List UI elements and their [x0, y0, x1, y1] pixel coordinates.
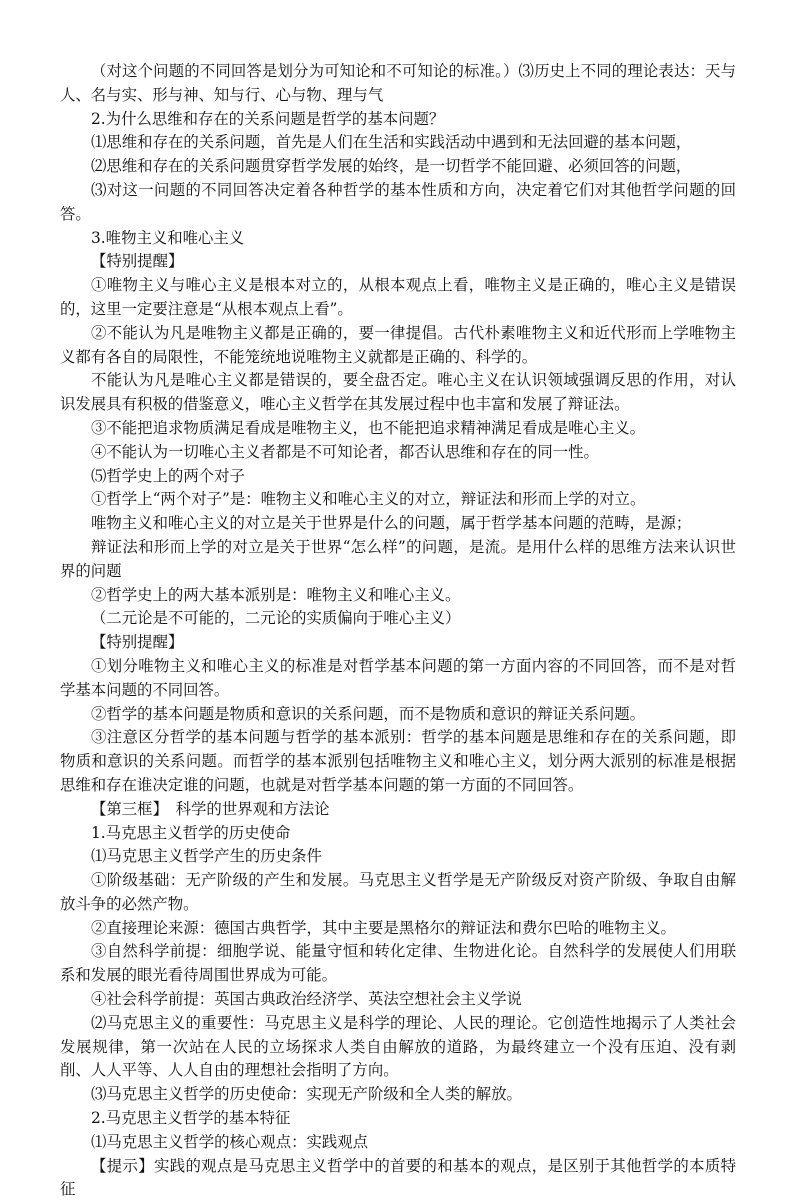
- paragraph-knowability-note: （对这个问题的不同回答是划分为可知论和不可知论的标准。）⑶历史上不同的理论表达：天与人、名与实、形与神、知与行、心与物、理与气: [60, 62, 736, 104]
- condition-natural-science: ③自然科学前提：细胞学说、能量守恒和转化定律、生物进化论。自然科学的发展使人们用联系和发展的眼光看待周围世界成为可能。: [60, 942, 736, 985]
- reminder-item-4: ④不能认为一切唯心主义者都是不可知论者，都否认思维和存在的同一性。: [91, 442, 599, 461]
- reminder2-item-2: ②哲学的基本问题是物质和意识的关系问题，而不是物质和意识的辩证关系问题。: [91, 704, 646, 723]
- heading-basic-features: 2.马克思主义哲学的基本特征: [91, 1109, 291, 1128]
- two-pairs-item-2: ②哲学史上的两大基本派别是：唯物主义和唯心主义。: [91, 585, 461, 604]
- reminder-item-2b: 不能认为凡是唯心主义都是错误的，要全盘否定。唯心主义在认识领域强调反思的作用，对认识发展具有积极的借鉴意义，唯心主义哲学在其发展过程中也丰富和发展了辩证法。: [60, 371, 736, 414]
- reminder2-item-1: ①划分唯物主义和唯心主义的标准是对哲学基本问题的第一方面内容的不同回答，而不是对哲学基本问题的不同回答。: [60, 656, 736, 699]
- condition-class-basis: ①阶级基础：无产阶级的产生和发展。马克思主义哲学是无产阶级反对资产阶级、争取自由解放斗争的必然产物。: [60, 871, 736, 913]
- two-pairs-item-1: ①哲学上“两个对子”是：唯物主义和唯心主义的对立，辩证法和形而上学的对立。: [91, 490, 646, 509]
- subheading-historical-conditions: ⑴马克思主义哲学产生的历史条件: [91, 847, 322, 866]
- heading-two-pairs: ⑸哲学史上的两个对子: [91, 466, 245, 485]
- condition-theory-source: ②直接理论来源：德国古典哲学，其中主要是黑格尔的辩证法和费尔巴哈的唯物主义。: [91, 918, 676, 937]
- marxism-mission: ⑶马克思主义哲学的历史使命：实现无产阶级和全人类的解放。: [91, 1085, 522, 1104]
- marxism-importance: ⑵马克思主义的重要性：马克思主义是科学的理论、人民的理论。它创造性地揭示了人类社会发展规律，第一次站在人民的立场探求人类自由解放的道路，为最终建立一个没有压迫、没有剥削、人人平等、人人自由的理想社会指明了方向。: [60, 1013, 736, 1080]
- special-reminder-label-2: 【特别提醒】: [91, 633, 184, 652]
- document-body: [60, 60, 736, 1202]
- section-third-frame-heading: 【第三框】 科学的世界观和方法论: [91, 799, 330, 818]
- point-2-runs-through: ⑵思维和存在的关系问题贯穿哲学发展的始终，是一切哲学不能回避、必须回答的问题，: [91, 157, 692, 176]
- point-1-basic-problem: ⑴思维和存在的关系问题，首先是人们在生活和实践活动中遇到和无法回避的基本问题，: [91, 133, 692, 152]
- dualism-note: （二元论是不可能的，二元论的实质偏向于唯心主义）: [91, 609, 461, 628]
- condition-social-science: ④社会科学前提：英国古典政治经济学、英法空想社会主义学说: [91, 990, 522, 1009]
- heading-historical-mission: 1.马克思主义哲学的历史使命: [91, 823, 291, 842]
- point-3-determines-nature: ⑶对这一问题的不同回答决定着各种哲学的基本性质和方向，决定着它们对其他哲学问题的回答。: [60, 180, 736, 223]
- reminder-item-1: ①唯物主义与唯心主义是根本对立的，从根本观点上看，唯物主义是正确的，唯心主义是错误的，这里一定要注意是“从根本观点上看”。: [60, 276, 736, 318]
- special-reminder-label: 【特别提醒】: [91, 252, 184, 271]
- two-pairs-flow: 辩证法和形而上学的对立是关于世界“怎么样”的问题，是流。是用什么样的思维方法来认识世界的问题: [60, 537, 736, 580]
- two-pairs-source: 唯物主义和唯心主义的对立是关于世界是什么的问题，属于哲学基本问题的范畴，是源；: [91, 514, 692, 533]
- tip-practice: 【提示】实践的观点是马克思主义哲学中的首要的和基本的观点，是区别于其他哲学的本质特征: [60, 1156, 736, 1199]
- reminder2-item-3: ③注意区分哲学的基本问题与哲学的基本派别：哲学的基本问题是思维和存在的关系问题，即物质和意识的关系问题。而哲学的基本派别包括唯物主义和唯心主义，划分两大派别的标准是根据思维和存在谁决定谁的问题，也就是对哲学基本问题的第一方面的不同回答。: [60, 728, 736, 794]
- reminder-item-3: ③不能把追求物质满足看成是唯物主义，也不能把追求精神满足看成是唯心主义。: [91, 418, 646, 437]
- heading-why-basic-question: 2.为什么思维和存在的关系问题是哲学的基本问题？: [91, 109, 445, 128]
- reminder-item-2: ②不能认为凡是唯物主义都是正确的，要一律提倡。古代朴素唯物主义和近代形而上学唯物主义都有各自的局限性，不能笼统地说唯物主义就都是正确的、科学的。: [60, 323, 736, 366]
- heading-materialism-idealism: 3.唯物主义和唯心主义: [91, 228, 245, 247]
- core-viewpoint: ⑴马克思主义哲学的核心观点：实践观点: [91, 1132, 369, 1151]
